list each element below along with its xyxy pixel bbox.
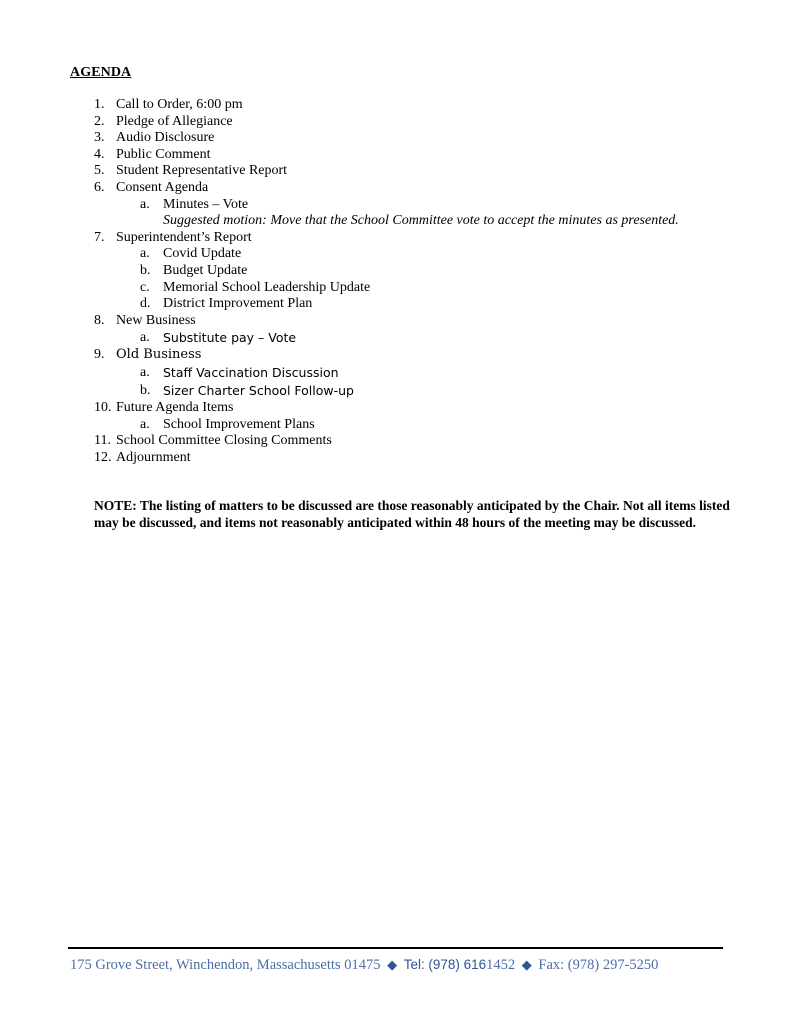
sub-item [70, 197, 750, 230]
item-number: 8. [94, 312, 105, 328]
agenda-item [70, 313, 750, 348]
sub-item-label: Minutes – Vote [163, 196, 249, 212]
footer-fax: Fax: (978) 297-5250 [538, 957, 659, 973]
item-label: Audio Disclosure [116, 130, 215, 146]
item-number: 4. [94, 146, 105, 162]
agenda-item [70, 347, 750, 400]
sub-item-label: Memorial School Leadership Update [163, 279, 371, 295]
sub-item-letter: c. [140, 279, 150, 295]
item-number: 11. [94, 433, 111, 449]
sub-item [70, 364, 750, 382]
agenda-item [70, 130, 750, 147]
item-label: Future Agenda Items [116, 399, 234, 415]
item-label: Pledge of Allegiance [116, 113, 233, 129]
footer-tel-suffix: 1452 [486, 957, 516, 973]
agenda-list [70, 97, 750, 466]
agenda-item [70, 163, 750, 180]
diamond-separator-icon: ◆ [521, 957, 532, 972]
item-number: 5. [94, 163, 105, 179]
item-number: 1. [94, 97, 105, 112]
agenda-item [70, 450, 750, 467]
sub-item-label: Covid Update [163, 246, 242, 262]
item-number: 9. [94, 347, 105, 363]
sub-item-letter: a. [140, 416, 150, 432]
agenda-item [70, 147, 750, 164]
diamond-separator-icon: ◆ [387, 957, 398, 972]
item-label: Student Representative Report [116, 163, 288, 179]
item-label: Consent Agenda [116, 179, 209, 195]
sub-list [70, 329, 750, 347]
item-number: 2. [94, 113, 105, 129]
agenda-item [70, 230, 750, 313]
sub-item [70, 296, 750, 313]
agenda-item [70, 180, 750, 230]
sub-item-letter: a. [140, 246, 150, 262]
suggested-motion: Suggested motion: Move that the School Committee vote to accept the minutes as presented. [163, 213, 679, 229]
sub-item [70, 246, 750, 263]
sub-item-label: School Improvement Plans [163, 416, 315, 432]
sub-list [70, 417, 750, 434]
page-title: AGENDA [70, 65, 132, 80]
agenda-item [70, 97, 750, 114]
sub-item-letter: d. [140, 296, 151, 312]
sub-item-letter: b. [140, 262, 151, 278]
sub-item [70, 417, 750, 434]
disclaimer-note: NOTE: The listing of matters to be discussed are those reasonably anticipated by the Chair. Not all items listed may be discussed, and items not reasonably anticipated within 48 hours of the meeting may be discussed. [94, 498, 730, 530]
item-number: 7. [94, 229, 105, 245]
sub-list [70, 364, 750, 400]
sub-item-label: Budget Update [163, 262, 248, 278]
sub-item [70, 280, 750, 297]
sub-list [70, 246, 750, 312]
sub-item [70, 382, 750, 400]
sub-item [70, 263, 750, 280]
sub-item-label: Staff Vaccination Discussion [163, 364, 339, 380]
item-label: Public Comment [116, 146, 211, 162]
footer-divider [68, 947, 723, 949]
item-label: Old Business [116, 347, 202, 363]
item-label: Superintendent’s Report [116, 229, 252, 245]
item-number: 12. [94, 449, 112, 465]
agenda-item [70, 400, 750, 433]
sub-item [70, 329, 750, 347]
sub-item-label: Sizer Charter School Follow-up [163, 382, 354, 398]
item-label: New Business [116, 312, 196, 328]
sub-item-letter: a. [140, 364, 150, 380]
sub-item-letter: a. [140, 196, 150, 212]
sub-item-label: District Improvement Plan [163, 296, 313, 312]
agenda-item [70, 433, 750, 450]
item-label: Call to Order, 6:00 pm [116, 97, 243, 112]
sub-item-letter: a. [140, 330, 150, 346]
sub-item-label: Substitute pay – Vote [163, 330, 297, 346]
footer-address: 175 Grove Street, Winchendon, Massachusetts 01475 [70, 957, 381, 973]
footer-tel-label: Tel: [403, 957, 425, 972]
sub-list [70, 197, 750, 230]
item-number: 3. [94, 130, 105, 146]
footer-contact [70, 957, 658, 974]
item-label: Adjournment [116, 449, 191, 465]
item-number: 10. [94, 399, 112, 415]
footer-tel-number: (978) 616 [428, 957, 487, 972]
item-number: 6. [94, 179, 105, 195]
agenda-item [70, 114, 750, 131]
item-label: School Committee Closing Comments [116, 433, 332, 449]
sub-item-letter: b. [140, 382, 151, 398]
